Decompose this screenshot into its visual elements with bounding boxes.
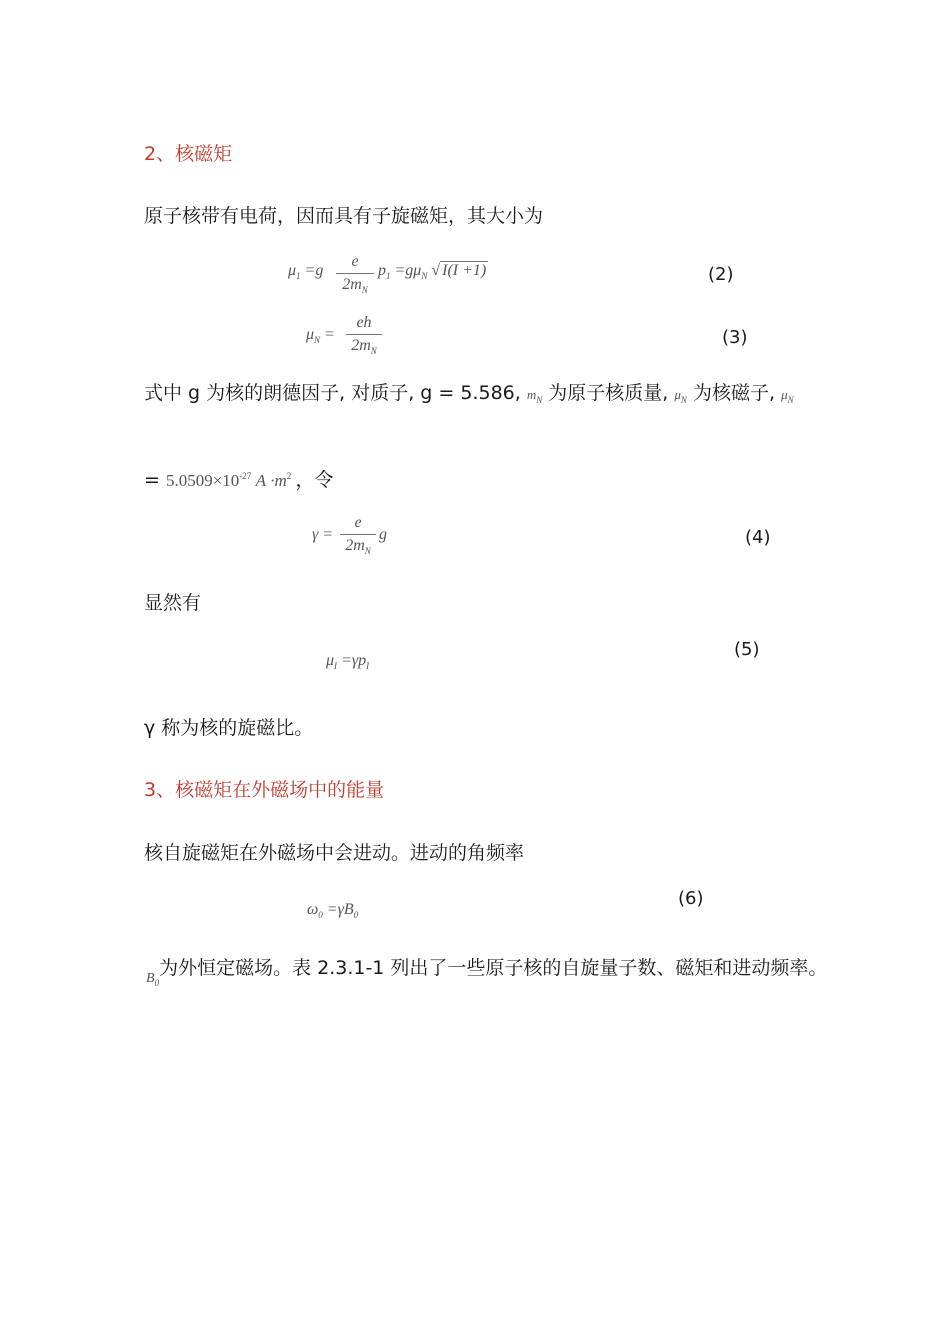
eq4-g: g bbox=[379, 526, 387, 543]
eq6-omega-sub: 0 bbox=[318, 910, 323, 920]
final-b: B bbox=[146, 971, 155, 986]
eq5-rhs-sub: I bbox=[366, 661, 370, 671]
eq2-mu: μ bbox=[288, 262, 297, 279]
eq3-eq: = bbox=[324, 326, 335, 343]
eq2-fraction bbox=[336, 253, 374, 299]
eq2-den-sub: N bbox=[361, 285, 368, 295]
eq5-mu-sub: I bbox=[334, 661, 338, 671]
final-text: 为外恒定磁场。表 2.3.1-1 列出了一些原子核的自旋量子数、磁矩和进动频率。 bbox=[159, 957, 828, 979]
nuclear-magneton-value bbox=[144, 465, 334, 492]
eq2-eq-gmu: =gμ bbox=[394, 262, 422, 279]
section-3-intro: 核自旋磁矩在外磁场中会进动。进动的角频率 bbox=[144, 842, 525, 864]
eq2-num: e bbox=[351, 253, 359, 270]
final-line bbox=[146, 953, 827, 988]
value-exp: -27 bbox=[239, 471, 252, 481]
eq2-number: (2) bbox=[708, 264, 734, 285]
explain-mu-2: μ bbox=[781, 387, 788, 402]
eq2-den: 2m bbox=[342, 276, 362, 293]
explain-mu-1: μ bbox=[674, 387, 681, 402]
section-2-heading: 2、核磁矩 bbox=[144, 143, 233, 165]
eq3-mu-sub: N bbox=[314, 335, 321, 345]
eq3-mu: μ bbox=[306, 326, 315, 343]
gyromagnetic-ratio-text: γ 称为核的旋磁比。 bbox=[144, 717, 314, 739]
section-2-intro: 原子核带有电荷，因而具有子旋磁矩，其大小为 bbox=[144, 205, 544, 227]
eq2-mu-sub: 1 bbox=[296, 271, 301, 281]
eq2-gmu-sub: N bbox=[421, 271, 428, 281]
eq4-den-sub: N bbox=[364, 546, 371, 556]
eq2-p-sub: 1 bbox=[386, 271, 391, 281]
eq3-den-sub: N bbox=[370, 346, 377, 356]
eq5-mu: μ bbox=[326, 652, 335, 669]
eq2-p: p bbox=[378, 262, 386, 279]
value-unit-exp: 2 bbox=[286, 471, 292, 481]
explain-text-2: 为原子核质量, bbox=[548, 382, 669, 404]
eq6-rhs: =γB bbox=[326, 901, 354, 918]
eq4-num: e bbox=[354, 514, 362, 531]
eq6-number: (6) bbox=[678, 888, 704, 909]
eq5-rhs: =γp bbox=[341, 652, 367, 669]
explain-m-sub: N bbox=[536, 395, 543, 405]
eq6-omega: ω bbox=[307, 901, 319, 918]
eq5-number: (5) bbox=[734, 639, 760, 660]
obviously-text: 显然有 bbox=[144, 592, 202, 614]
eq4-number: (4) bbox=[745, 527, 771, 548]
explain-text-3: 为核磁子, bbox=[692, 382, 776, 404]
explanation-line bbox=[144, 378, 794, 405]
explain-text-1: 式中 g 为核的朗德因子, 对质子, g = 5.586, bbox=[144, 382, 521, 404]
explain-mu-2-sub: N bbox=[787, 395, 794, 405]
explain-m: m bbox=[526, 387, 537, 402]
eq3-den: 2m bbox=[351, 337, 371, 354]
eq4-den: 2m bbox=[345, 537, 365, 554]
eq2-sqrt: I(I +1) bbox=[442, 262, 487, 279]
eq2-eq-g: =g bbox=[304, 262, 324, 279]
eq3-fraction bbox=[346, 314, 382, 360]
value-dot-m: ·m bbox=[270, 471, 287, 490]
eq6-rhs-sub: 0 bbox=[353, 910, 359, 920]
eq3-number: (3) bbox=[722, 327, 748, 348]
value-eq: = bbox=[144, 469, 160, 491]
value-number: 5.0509×10 bbox=[165, 471, 240, 490]
section-3-heading: 3、核磁矩在外磁场中的能量 bbox=[144, 779, 385, 801]
explain-mu-1-sub: N bbox=[680, 395, 687, 405]
final-b-sub: 0 bbox=[154, 978, 160, 988]
eq4-gamma: γ = bbox=[312, 526, 334, 543]
eq3-num: eh bbox=[356, 314, 372, 331]
value-unit-a: A bbox=[255, 471, 266, 490]
eq4-fraction bbox=[340, 514, 376, 560]
value-tail: ，令 bbox=[295, 469, 334, 491]
